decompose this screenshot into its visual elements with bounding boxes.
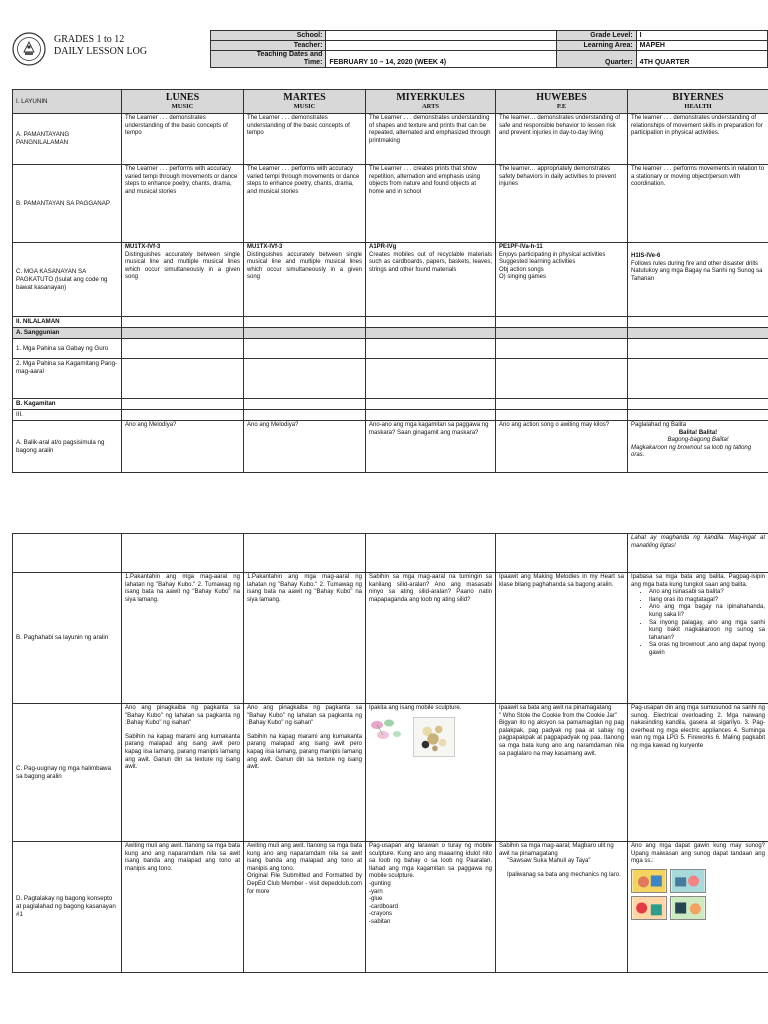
- teaching-dates-label: [211, 51, 326, 68]
- discussion-cell-friday: [628, 842, 768, 973]
- day-name: LUNES: [165, 92, 200, 103]
- review-cell-friday: [628, 421, 768, 473]
- row-label-pamantayan-sa-pagganap: B. PAMANTAYAN SA PAGGANAP: [13, 165, 122, 243]
- discussion-text: Ipaliwanag sa bata ang mechanics ng laro.: [507, 871, 621, 878]
- empty-cell: [628, 410, 768, 421]
- row-label-sanggunian: A. Sanggunian: [13, 328, 122, 339]
- day-name: BIYERNES: [672, 92, 724, 103]
- performance-standard-cell: The learner… appropriately demonstrates safety behaviors in daily activities to prevent injuries: [496, 165, 628, 243]
- empty-cell: [122, 410, 244, 421]
- teacher-value: [326, 41, 557, 51]
- discussion-text: Ano ang mga dapat gawin kung may sunog? Upang maiwasan ang sunog dapat tandaan ang mga ss.:: [631, 843, 765, 865]
- row-label-layunin: I. LAYUNIN: [13, 90, 122, 114]
- row-label-pagtalakay: D. Pagtalakay ng bagong konsepto at paglalahad ng bagong kasanayan #1: [13, 842, 122, 973]
- discussion-cell-thursday: [496, 842, 628, 973]
- content-standard-cell: The Learner . . . demonstrates understanding of the basic concepts of tempo: [244, 114, 366, 165]
- competency-cell-monday: [122, 243, 244, 317]
- fire-safety-poster-image: [670, 869, 706, 893]
- row-label-pamamaraan: III.: [13, 410, 122, 421]
- school-label: School:: [211, 31, 326, 41]
- mobile-sculpture-images: [369, 717, 492, 757]
- content-standard-cell: The Learner . . . demonstrates understanding of the basic concepts of tempo: [122, 114, 244, 165]
- empty-cell: [628, 359, 768, 399]
- log-title: [54, 34, 147, 58]
- empty-cell: [122, 339, 244, 359]
- example-text: Ipakita ang isang mobile sculpture.: [369, 705, 462, 711]
- row-label-kasanayan-sa-pagkatuto: C. MGA KASANAYAN SA PAGKATUTO (Isulat ang code ng bawat kasanayan): [13, 243, 122, 317]
- header-info-table: [210, 30, 768, 68]
- example-text: Bigyan ito ng aksyon sa pamamagitan ng pag palakpak, pag padyak ng paa at sabay ng pagpapakpak at pagpapadyak ng paa. Itanong sa mga bata kung ano ang naramdaman nila sa paglalaro na may kasamang awit.: [499, 720, 624, 757]
- performance-standard-cell: The Learner . . . creates prints that show repetition, alternation and emphasis using objects from nature and found objects at home and in school: [366, 165, 496, 243]
- row-label-kagamitan: B. Kagamitan: [13, 399, 122, 410]
- empty-cell: [122, 359, 244, 399]
- competency-cell-wednesday: [366, 243, 496, 317]
- teaching-dates-label-line1: Teaching Dates and: [256, 51, 323, 58]
- fire-safety-poster-image: [670, 896, 706, 920]
- depedclub-note: Original File Submitted and Formatted by DepEd Club Member - visit depedclub.com for more: [247, 873, 362, 895]
- empty-cell: [122, 534, 244, 573]
- discussion-text: Pag-usapan ang larawan o turay ng mobile sculpture. Kung ano ang maaaring idulot nito sa loob ng bahay o sa loob ng Paaralan. Ilahad ang mga kagamitan sa paggawa ng mobile sculpture.: [369, 843, 492, 880]
- competency-extra: Obj action songs: [499, 266, 544, 273]
- day-subject: MUSIC: [171, 103, 194, 110]
- example-cell-wednesday: [366, 704, 496, 842]
- teaching-dates-label-line2: Time:: [303, 59, 323, 66]
- review-cell-thursday: Ano ang action song o awiting may kilos?: [496, 421, 628, 473]
- example-cell-monday: [122, 704, 244, 842]
- review-cell-monday: Ano ang Melodiya?: [122, 421, 244, 473]
- competency-code: H1IS-IVe-6: [631, 253, 661, 259]
- competency-code: A1PR-IVg: [369, 244, 397, 250]
- shell-mobile-image: [413, 717, 455, 757]
- motive-cell-monday: 1.Pakantahin ang mga mag-aaral ng lahatan ng "Bahay Kubo." 2. Tumawag ng isang bata na aawit ng "Bahay Kubo" na siya lamang.: [122, 573, 244, 704]
- song-title: " Who Stole the Cookie from the Cookie Jar": [499, 712, 617, 719]
- guide-question: • Sa oras ng brownout ,ano ang dapat nyong gawin: [649, 642, 765, 657]
- empty-cell: [366, 317, 496, 328]
- empty-cell: [13, 534, 122, 573]
- example-text: Ipaawit sa bata ang awit na pinamagatang: [499, 705, 612, 711]
- row-label-paghahabi: B. Paghahabi sa layunin ng aralin: [13, 573, 122, 704]
- empty-cell: [496, 410, 628, 421]
- empty-cell: [496, 534, 628, 573]
- day-header-tuesday: [244, 90, 366, 114]
- materials-list: [369, 881, 492, 927]
- deped-seal-logo: [12, 32, 46, 66]
- fire-safety-poster-image: [631, 896, 667, 920]
- empty-cell: [366, 328, 496, 339]
- empty-cell: [496, 317, 628, 328]
- motive-cell-wednesday: Sabihin sa mga mag-aaral na tumingin sa kanilang silid-aralan? Ano ang masasabi ninyo sa ating silid-aralan? Paano natin mapapaganda ang loob ng ating silid?: [366, 573, 496, 704]
- competency-code: MU1TX-IVf-3: [247, 244, 283, 250]
- lesson-log-table-page2: [12, 533, 768, 973]
- example-text: Ano ang pinagkaiba ng pagkanta sa "Bahay Kubo" ng lahatan sa pagkanta ng :Bahay Kubo" ng isahan": [247, 705, 362, 727]
- material-item: -glue: [369, 896, 383, 903]
- empty-cell: [628, 339, 768, 359]
- material-item: -cardboard: [369, 903, 399, 910]
- example-cell-thursday: [496, 704, 628, 842]
- content-standard-cell: The Learner . . . demonstrates understanding of shapes and texture and prints that can be repeated, alternated and emphasized through printmaking: [366, 114, 496, 165]
- competency-cell-thursday: [496, 243, 628, 317]
- empty-cell: [244, 399, 366, 410]
- empty-cell: [122, 328, 244, 339]
- row-label-kagamitang-mag-aaral: 2. Mga Pahina sa Kagamitang Pang-mag-aaral: [13, 359, 122, 399]
- news-headline: Balita! Balita!: [678, 429, 718, 436]
- empty-cell: [366, 399, 496, 410]
- competency-text: Distinguishes accurately between single musical line and multiple musical lines which occur simultaneously in a given song: [125, 251, 240, 281]
- guide-question: • Ano ang isinasabi sa balita?: [649, 589, 765, 597]
- grade-level-value: I: [636, 31, 767, 41]
- title-line-grades: GRADES 1 to 12: [54, 34, 125, 45]
- row-label-gabay-ng-guro: 1. Mga Pahina sa Gabay ng Guro: [13, 339, 122, 359]
- day-header-wednesday: [366, 90, 496, 114]
- competency-extra: Natutukoy ang mga Bagay na Sanhi ng Sunog sa Tahanan: [631, 268, 763, 282]
- competency-text: Distinguishes accurately between single musical line and multiple musical lines which occur simultaneously in a given song: [247, 251, 362, 281]
- empty-cell: [628, 317, 768, 328]
- example-cell-tuesday: [244, 704, 366, 842]
- guide-question-list: [649, 589, 765, 657]
- teacher-label: Teacher:: [211, 41, 326, 51]
- empty-cell: [244, 317, 366, 328]
- competency-code: PE1PF-IVa-h-11: [499, 244, 543, 250]
- guide-question: • Ano ang mga bagay na ipinahahanda, kung saka li?: [649, 604, 765, 619]
- competency-code: MU1TX-IVf-3: [125, 244, 161, 250]
- empty-cell: [628, 328, 768, 339]
- news-body: Magkakaroon ng brownout sa loob ng tatlong oras.: [631, 444, 752, 459]
- day-name: HUWEBES: [536, 92, 587, 103]
- quarter-label: Quarter:: [557, 51, 637, 68]
- learning-area-label: Learning Area:: [557, 41, 637, 51]
- empty-cell: [244, 359, 366, 399]
- competency-cell-friday: [628, 243, 768, 317]
- motive-cell-tuesday: 1.Pakantahin ang mga mag-aaral ng lahatan ng "Bahay Kubo." 2. Tumawag ng isang bata na aawit ng "Bahay Kubo" na siya lamang.: [244, 573, 366, 704]
- news-intro: Paglalahad ng Balita: [631, 422, 687, 428]
- example-cell-friday: Pag-usapan din ang mga sumusunod na sanhi ng sunog. Electrical overloading 2. Mga naiwang nakasinding kandila, gasera at sigarilyo. 3. Pag-overheat ng mga electric appliances 4. Suminga wan ng mga LPG 5. Fireworks 6. Maling pagkabit ng mga kawad ng kuryente: [628, 704, 768, 842]
- empty-cell: [496, 359, 628, 399]
- performance-standard-cell: The Learner . . . performs with accuracy varied tempi through movements or dance steps to enhance poetry, chants, drama, and musical stories: [244, 165, 366, 243]
- grade-level-label: Grade Level:: [557, 31, 637, 41]
- motive-text: Ipabasa sa mga bata ang balita. Pagpag-isipin ang mga bata kung tungkol saan ang balita.: [631, 574, 765, 588]
- material-item: -gunting: [369, 880, 391, 887]
- performance-standard-cell: The Learner . . . performs with accuracy varied tempi through movements or dance steps to enhance poetry, chants, drama, and musical stories: [122, 165, 244, 243]
- competency-cell-tuesday: [244, 243, 366, 317]
- song-title: "Sawsaw Suka Mahuli ay Taya": [507, 858, 591, 865]
- empty-cell: [244, 410, 366, 421]
- day-header-thursday: [496, 90, 628, 114]
- review-cell-wednesday: Ano-ano ang mga kagamitan sa paggawa ng maskara? Saan ginagamit ang maskara?: [366, 421, 496, 473]
- guide-question: • Ilang oras ito magtatagal?: [649, 597, 765, 605]
- header: [12, 30, 768, 72]
- empty-cell: [366, 534, 496, 573]
- day-subject: HEALTH: [684, 103, 712, 110]
- row-label-pag-uugnay: C. Pag-uugnay ng mga halimbawa sa bagong aralin: [13, 704, 122, 842]
- content-standard-cell: The learner… demonstrates understanding of safe and responsible behavior to lessen risk and prevent injuries in day-to-day living: [496, 114, 628, 165]
- butterfly-mobile-image: [369, 717, 403, 743]
- motive-cell-friday: [628, 573, 768, 704]
- day-name: MARTES: [283, 92, 326, 103]
- empty-cell: [122, 399, 244, 410]
- material-item: -sabitan: [369, 918, 391, 925]
- day-name: MIYERKULES: [396, 92, 465, 103]
- day-subject: MUSIC: [293, 103, 316, 110]
- teaching-dates-value: FEBRUARY 10 – 14, 2020 (WEEK 4): [326, 51, 557, 68]
- title-line-daily-lesson-log: DAILY LESSON LOG: [54, 46, 148, 57]
- competency-extra: Suggested learning activities: [499, 259, 576, 266]
- competency-extra: O) singing games: [499, 274, 547, 281]
- example-text: Sabihin na kapag marami ang kumakanta parang malapad ang isang awit pero kapag iisa lamang, parang manipis lamang ang awit. Ganun din sa texture ng isang awit.: [125, 733, 240, 771]
- discussion-text: Awiting muli ang awit. Itanong sa mga bata kung ano ang naparamdam nila sa awit isang banda ang malapad ang tono at manipis ang tono.: [247, 843, 362, 872]
- day-subject: ARTS: [421, 103, 440, 110]
- news-continuation-cell: Lahat ay maghanda ng kandila. Mag-ingat at manatiling ligtas!: [628, 534, 768, 573]
- empty-cell: [496, 339, 628, 359]
- quarter-value: 4TH QUARTER: [636, 51, 767, 68]
- discussion-text: Sabihin sa mga mag-aaral; Magbaro ulit ng awit na pinamagatang: [499, 843, 614, 857]
- guide-question: • Sa inyong palagay, ano ang mga sanhi kung bakit nagkakaroon ng sunog sa tahanan?: [649, 620, 765, 643]
- review-cell-tuesday: Ano ang Melodiya?: [244, 421, 366, 473]
- fire-safety-poster-image: [631, 869, 667, 893]
- discussion-cell-wednesday: [366, 842, 496, 973]
- motive-cell-thursday: Ipaawit ang Making Melodies in my Heart sa klase bilang paghahanda sa bagong aralin.: [496, 573, 628, 704]
- discussion-cell-monday: Awiting muli ang awit. Itanong sa mga bata kung ano ang naparamdam nila sa awit isang banda ang malapad ang tono at manipis ang tono.: [122, 842, 244, 973]
- day-header-monday: [122, 90, 244, 114]
- row-label-pamantayang-pangnilalaman: A. PAMANTAYANG PANGNILALAMAN: [13, 114, 122, 165]
- empty-cell: [244, 339, 366, 359]
- example-text: Sabihin na kapag marami ang kumakanta parang malapad ang isang awit pero kapag iisa lamang, parang manipis lamang ang awit. Ganun din sa texture ng isang awit.: [247, 733, 362, 771]
- empty-cell: [244, 328, 366, 339]
- material-item: -crayons: [369, 911, 393, 918]
- empty-cell: [496, 399, 628, 410]
- empty-cell: [366, 410, 496, 421]
- empty-cell: [628, 399, 768, 410]
- school-value: [326, 31, 557, 41]
- content-standard-cell: The learner . . . demonstrates understanding of relationships of movement skills in preparation for participation in physical activities.: [628, 114, 768, 165]
- row-label-nilalaman: II. NILALAMAN: [13, 317, 122, 328]
- empty-cell: [244, 534, 366, 573]
- lesson-log-table-page1: [12, 89, 768, 473]
- performance-standard-cell: The learner . . . performs movements in relation to a stationary or moving object/person with coordination.: [628, 165, 768, 243]
- empty-cell: [366, 339, 496, 359]
- news-subheadline: Bagong-bagong Balita!: [667, 437, 729, 444]
- competency-text: Enjoys participating in physical activities: [499, 251, 606, 258]
- empty-cell: [366, 359, 496, 399]
- learning-area-value: MAPEH: [636, 41, 767, 51]
- row-label-balik-aral: A. Balik-aral at/o pagsisimula ng bagong aralin: [13, 421, 122, 473]
- empty-cell: [496, 328, 628, 339]
- empty-cell: [122, 317, 244, 328]
- day-header-friday: [628, 90, 768, 114]
- day-subject: P.E: [556, 103, 567, 110]
- fire-safety-posters: [631, 869, 707, 920]
- discussion-cell-tuesday: [244, 842, 366, 973]
- material-item: -yarn: [369, 888, 383, 895]
- competency-text: Creates mobiles out of recyclable materials such as cardboards, papers, baskets, leaves, strings and other found materials: [369, 251, 492, 273]
- competency-text: Follows rules during fire and other disaster drills: [631, 260, 759, 267]
- example-text: Ano ang pinagkaiba ng pagkanta sa "Bahay Kubo" ng lahatan sa pagkanta ng :Bahay Kubo" ng isahan": [125, 705, 240, 727]
